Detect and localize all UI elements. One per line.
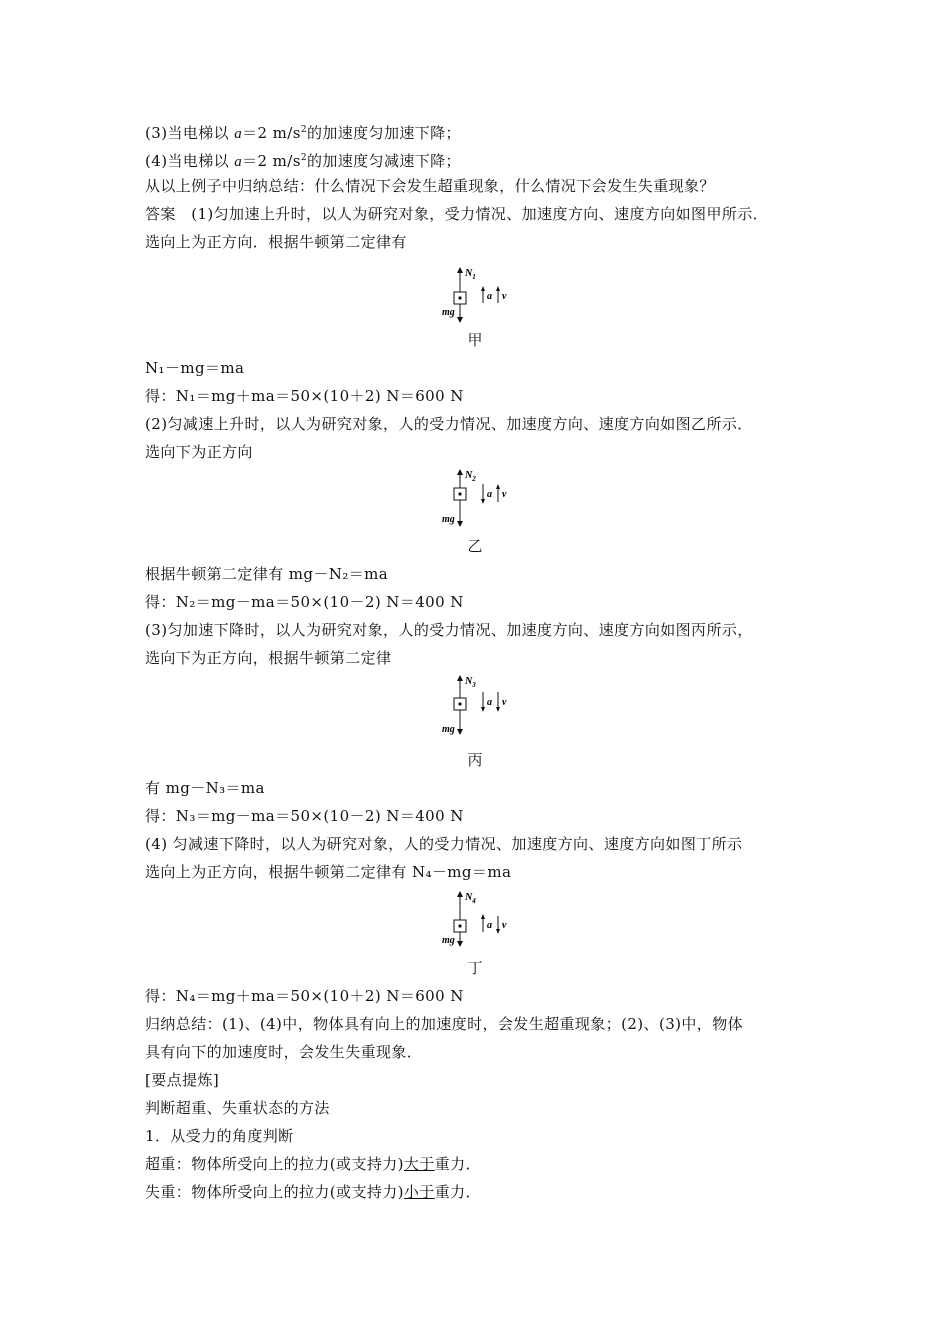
arrow-head [457,675,463,681]
equation: N₁－mg＝ma [145,359,245,377]
acceleration-label: a [487,291,492,302]
arrow-head [496,286,500,291]
text: 超重：物体所受向上的拉力(或支持力) [145,1155,404,1173]
arrow-head [481,914,485,919]
text: 失重：物体所受向上的拉力(或支持力) [145,1183,404,1201]
answer-line: 选向下为正方向，根据牛顿第二定律 [145,649,392,667]
summary-question: 从以上例子中归纳总结：什么情况下会发生超重现象，什么情况下会发生失重现象？ [145,177,715,195]
weightless-rule [145,1182,481,1202]
normal-force-label: $N_1$ [465,268,476,281]
text: 的加速度匀加速下降； [306,124,461,142]
velocity-label: v [502,920,507,931]
summary-line: 具有向下的加速度时，会发生失重现象． [145,1043,423,1061]
answer-line: 选向上为正方向．根据牛顿第二定律有 [145,233,407,251]
velocity-label: v [502,291,507,302]
center-dot [458,492,461,495]
result: 得：N₃＝mg－ma＝50×(10－2) N＝400 N [145,807,464,825]
text: 重力． [434,1155,481,1173]
arrow-head [481,499,485,504]
arrow-head [457,317,463,323]
arrow-head [457,891,463,897]
key-points-title: 判断超重、失重状态的方法 [145,1099,330,1117]
result: 得：N₁＝mg＋ma＝50×(10＋2) N＝600 N [145,387,464,405]
text: (4)当电梯以 [145,152,235,170]
var-a: a [234,126,243,142]
underlined-answer: 小于 [403,1183,435,1201]
arrow-head [481,707,485,712]
superscript: 2 [300,153,307,163]
var-a: a [234,154,243,170]
arrow-head [496,707,500,712]
text: 的加速度匀减速下降； [306,152,461,170]
center-dot [458,296,461,299]
figure-caption-ding: 丁 [467,959,483,977]
key-points-item: 1．从受力的角度判断 [145,1127,294,1145]
question-4 [145,148,461,172]
gravity-label: mg [442,307,455,318]
normal-force-label: $N_3$ [465,676,476,689]
arrow-head [481,286,485,291]
velocity-label: v [502,489,507,500]
velocity-label: v [502,697,507,708]
arrow-head [457,267,463,273]
arrow-head [496,484,500,489]
equation: 有 mg－N₃＝ma [145,779,265,797]
text: ＝2 m/s [242,124,301,142]
arrow-head [457,469,463,475]
equation: 根据牛顿第二定律有 mg－N₂＝ma [145,565,389,583]
arrow-head [457,521,463,527]
gravity-label: mg [442,514,455,525]
center-dot [458,924,461,927]
superscript: 2 [300,125,307,135]
question-3 [145,120,461,144]
answer-line: 选向下为正方向 [145,443,253,461]
summary-line: 归纳总结：(1)、(4)中，物体具有向上的加速度时，会发生超重现象；(2)、(3)中，物体 [145,1015,743,1033]
result: 得：N₂＝mg－ma＝50×(10－2) N＝400 N [145,593,464,611]
answer-part-1: 答案 (1)匀加速上升时，以人为研究对象，受力情况、加速度方向、速度方向如图甲所示． [145,205,769,223]
figure-caption-yi: 乙 [467,537,483,555]
force-diagram-ding [438,886,518,948]
text: (3)当电梯以 [145,124,235,142]
acceleration-label: a [487,697,492,708]
gravity-label: mg [442,935,455,946]
text: ＝2 m/s [242,152,301,170]
answer-part-3: (3)匀加速下降时，以人为研究对象，人的受力情况、加速度方向、速度方向如图丙所示， [145,621,753,639]
answer-part-2: (2)匀减速上升时，以人为研究对象，人的受力情况、加速度方向、速度方向如图乙所示． [145,415,753,433]
acceleration-label: a [487,489,492,500]
acceleration-label: a [487,920,492,931]
text: 重力． [434,1183,481,1201]
arrow-head [496,929,500,934]
figure-caption-bing: 丙 [467,751,483,769]
underlined-answer: 大于 [403,1155,435,1173]
answer-part-4: (4) 匀减速下降时，以人为研究对象，人的受力情况、加速度方向、速度方向如图丁所示 [145,835,743,853]
force-diagram-jia [438,262,518,324]
answer-line: 选向上为正方向，根据牛顿第二定律有 N₄－mg＝ma [145,863,512,881]
overweight-rule [145,1154,481,1174]
arrow-head [457,941,463,947]
figure-caption-jia: 甲 [467,331,483,349]
normal-force-label: $N_4$ [465,892,476,905]
force-diagram-yi [438,466,518,528]
key-points-heading: [要点提炼] [145,1071,220,1089]
force-diagram-bing [438,672,518,736]
arrow-head [457,729,463,735]
normal-force-label: $N_2$ [465,470,476,483]
gravity-label: mg [442,724,455,735]
center-dot [458,702,461,705]
result: 得：N₄＝mg＋ma＝50×(10＋2) N＝600 N [145,987,464,1005]
